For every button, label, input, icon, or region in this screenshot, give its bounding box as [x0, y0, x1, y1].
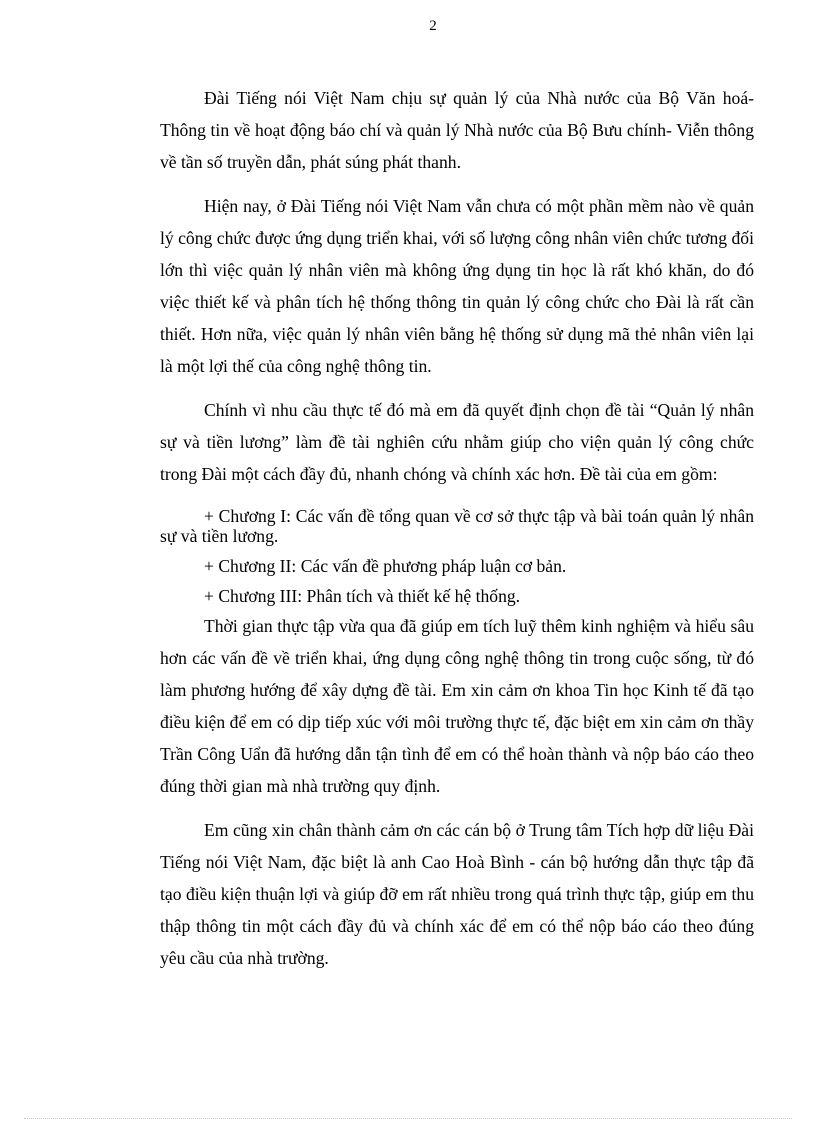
paragraph-acknowledgement-staff: Em cũng xin chân thành cảm ơn các cán bộ ở Trung tâm Tích hợp dữ liệu Đài Tiếng nói Việt Nam, đặc biệt là anh Cao Hoà Bình - cán bộ hướng dẫn thực tập đã tạo điều kiện thuận lợi và giúp đỡ em rất nhiều trong quá trình thực tập, giúp em thu thập thông tin một cách đầy đủ và chính xác để em có thể nộp báo cáo theo đúng yêu cầu của nhà trường.	[160, 820, 754, 968]
chapter-list	[160, 506, 754, 606]
list-item-chapter-2: + Chương II: Các vấn đề phương pháp luận cơ bản.	[204, 556, 567, 576]
list-item-chapter-1: + Chương I: Các vấn đề tổng quan về cơ sở thực tập và bài toán quản lý nhân sự và tiền lương.	[160, 506, 754, 546]
paragraph-topic-choice: Chính vì nhu cầu thực tế đó mà em đã quyết định chọn đề tài “Quản lý nhân sự và tiền lương” làm đề tài nghiên cứu nhằm giúp cho viện quản lý công chức trong Đài một cách đầy đủ, nhanh chóng và chính xác hơn. Đề tài của em gồm:	[160, 400, 754, 484]
paragraph-management: Đài Tiếng nói Việt Nam chịu sự quản lý của Nhà nước của Bộ Văn hoá- Thông tin về hoạt động báo chí và quản lý Nhà nước của Bộ Bưu chính- Viễn thông về tần số truyền dẫn, phát súng phát thanh.	[160, 88, 754, 172]
page-bottom-divider	[24, 1118, 792, 1119]
document-body	[160, 82, 754, 974]
paragraph-current-situation: Hiện nay, ở Đài Tiếng nói Việt Nam vẫn chưa có một phần mềm nào về quản lý công chức được ứng dụng triển khai, với số lượng công nhân viên chức tương đối lớn thì việc quản lý nhân viên mà không ứng dụng tin học là rất khó khăn, do đó việc thiết kế và phân tích hệ thống thông tin quản lý công chức cho Đài là rất cần thiết. Hơn nữa, việc quản lý nhân viên bằng hệ thống sử dụng mã thẻ nhân viên lại là một lợi thế của công nghệ thông tin.	[160, 196, 754, 376]
page-number: 2	[429, 18, 437, 34]
list-item-chapter-3: + Chương III: Phân tích và thiết kế hệ thống.	[204, 586, 521, 606]
paragraph-acknowledgement-faculty: Thời gian thực tập vừa qua đã giúp em tích luỹ thêm kinh nghiệm và hiểu sâu hơn các vấn đề về triển khai, ứng dụng công nghệ thông tin trong cuộc sống, từ đó làm phương hướng để xây dựng đề tài. Em xin cảm ơn khoa Tin học Kinh tế đã tạo điều kiện để em có dịp tiếp xúc với môi trường thực tế, đặc biệt em xin cảm ơn thầy Trần Công Uẩn đã hướng dẫn tận tình để em có thể hoàn thành và nộp báo cáo theo đúng thời gian mà nhà trường quy định.	[160, 616, 754, 796]
